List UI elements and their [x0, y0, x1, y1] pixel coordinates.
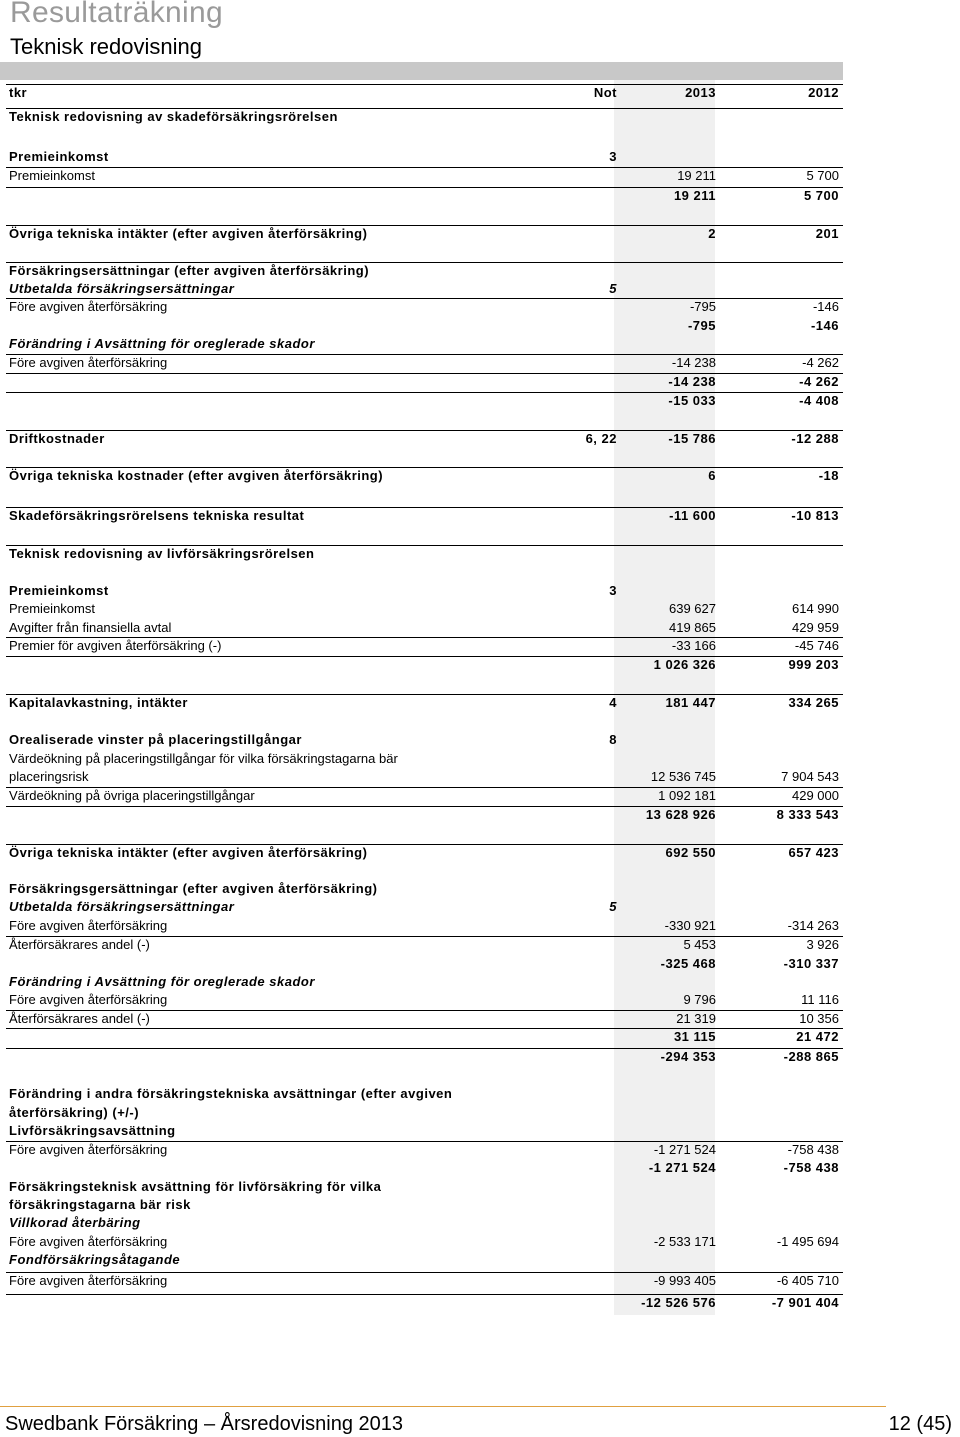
row-label: Återförsäkrares andel (-) — [9, 937, 150, 952]
row-label: Före avgiven återförsäkring — [9, 1234, 168, 1249]
row-value-2013: -15 786 — [668, 431, 716, 446]
row-value-2012: -314 263 — [787, 918, 839, 933]
row-label: Fondförsäkringsåtagande — [9, 1252, 181, 1267]
row-value-2013: -325 468 — [660, 956, 716, 971]
row-label: Återförsäkrares andel (-) — [9, 1011, 150, 1026]
table-row — [6, 298, 843, 314]
row-label: Värdeökning på placeringstillgångar för vilka försäkringstagarna bär — [9, 751, 398, 766]
row-value-2013: 181 447 — [665, 695, 716, 710]
table-row — [6, 187, 843, 203]
row-label: Avgifter från finansiella avtal — [9, 620, 172, 635]
row-value-2013: -12 526 576 — [641, 1295, 716, 1310]
row-label: Utbetalda försäkringsersättningar — [9, 899, 235, 914]
row-label: Kapitalavkastning, intäkter — [9, 695, 188, 710]
row-label: Teknisk redovisning av livförsäkringsrörelsen — [9, 546, 315, 561]
table-row — [6, 392, 843, 408]
row-value-2012: -4 262 — [799, 374, 839, 389]
row-value-2013: -11 600 — [669, 508, 716, 523]
header-2012: 2012 — [808, 85, 839, 100]
table-row — [6, 167, 843, 183]
row-value-2012: 21 472 — [796, 1029, 839, 1044]
header-not: Not — [593, 85, 617, 100]
row-value-2013: -795 — [687, 318, 716, 333]
table-row — [6, 1010, 843, 1026]
row-note: 4 — [609, 695, 617, 710]
table-header-row — [6, 84, 843, 100]
row-label: återförsäkring) (+/-) — [9, 1105, 140, 1120]
row-label: Försäkringsgersättningar (efter avgiven återförsäkring) — [9, 881, 378, 896]
row-label: Före avgiven återförsäkring — [9, 355, 168, 370]
row-value-2013: 21 319 — [676, 1011, 716, 1026]
row-value-2012: 999 203 — [788, 657, 839, 672]
table-row — [6, 1294, 843, 1310]
table-row — [6, 1048, 843, 1064]
table-row — [6, 225, 843, 241]
row-value-2012: -45 746 — [794, 638, 839, 653]
row-label: försäkringstagarna bär risk — [9, 1197, 191, 1212]
row-value-2013: -33 166 — [671, 638, 716, 653]
row-value-2012: -10 813 — [791, 508, 839, 523]
row-label: Före avgiven återförsäkring — [9, 1273, 168, 1288]
row-value-2013: 639 627 — [669, 601, 716, 616]
row-value-2012: -4 408 — [799, 393, 839, 408]
row-value-2012: -310 337 — [783, 956, 839, 971]
row-value-2013: -2 533 171 — [653, 1234, 716, 1249]
row-value-2013: 1 092 181 — [658, 788, 716, 803]
row-label: Orealiserade vinster på placeringstillgångar — [9, 732, 302, 747]
table-row — [6, 656, 843, 672]
row-value-2013: -15 033 — [668, 393, 716, 408]
row-value-2012: -18 — [818, 468, 839, 483]
table-row — [6, 467, 843, 483]
row-value-2013: -14 238 — [671, 355, 716, 370]
table-row — [6, 430, 843, 446]
row-value-2012: 11 116 — [801, 992, 839, 1007]
row-value-2012: -758 438 — [787, 1142, 839, 1157]
row-value-2013: -14 238 — [668, 374, 716, 389]
row-label: Före avgiven återförsäkring — [9, 992, 168, 1007]
row-label: Före avgiven återförsäkring — [9, 918, 168, 933]
row-value-2013: 5 453 — [683, 937, 716, 952]
table-row — [6, 507, 843, 523]
row-value-2012: 614 990 — [792, 601, 839, 616]
row-value-2013: 19 211 — [677, 168, 716, 183]
row-label: Premieinkomst — [9, 583, 109, 598]
row-value-2013: 1 026 326 — [653, 657, 716, 672]
table-row — [6, 844, 843, 860]
row-value-2012: 201 — [815, 226, 839, 241]
row-label: Värdeökning på övriga placeringstillgångar — [9, 788, 255, 803]
row-label: Före avgiven återförsäkring — [9, 1142, 168, 1157]
row-label: Teknisk redovisning av skadeförsäkringsrörelsen — [9, 109, 338, 124]
row-note: 5 — [609, 281, 617, 296]
page-subtitle: Teknisk redovisning — [10, 34, 202, 59]
row-value-2012: -288 865 — [783, 1049, 839, 1064]
row-label: placeringsrisk — [9, 769, 89, 784]
row-value-2013: 12 536 745 — [650, 769, 716, 784]
header-tkr: tkr — [9, 85, 28, 100]
row-note: 5 — [609, 899, 617, 914]
row-value-2012: -146 — [810, 318, 839, 333]
row-value-2013: 419 865 — [669, 620, 716, 635]
row-label: Förändring i andra försäkringstekniska avsättningar (efter avgiven — [9, 1086, 453, 1101]
row-value-2012: 429 000 — [792, 788, 839, 803]
row-value-2012: -758 438 — [783, 1160, 839, 1175]
row-label: Utbetalda försäkringsersättningar — [9, 281, 235, 296]
table-row — [6, 1028, 843, 1044]
row-note: 8 — [609, 732, 617, 747]
row-label: Driftkostnader — [9, 431, 105, 446]
row-value-2012: 8 333 543 — [776, 807, 839, 822]
row-value-2012: 7 904 543 — [781, 769, 839, 784]
table-row — [6, 694, 843, 710]
row-value-2013: -330 921 — [664, 918, 716, 933]
table-row — [6, 787, 843, 803]
row-value-2012: 3 926 — [806, 937, 839, 952]
table-row — [6, 354, 843, 370]
row-value-2012: -7 901 404 — [771, 1295, 839, 1310]
row-value-2013: 19 211 — [673, 188, 716, 203]
row-label: Övriga tekniska intäkter (efter avgiven återförsäkring) — [9, 845, 368, 860]
footer-company: Swedbank Försäkring – Årsredovisning 2013 — [5, 1413, 403, 1435]
row-value-2013: -795 — [689, 299, 716, 314]
row-value-2012: -12 288 — [791, 431, 839, 446]
row-label: Före avgiven återförsäkring — [9, 299, 168, 314]
row-label: Premieinkomst — [9, 601, 95, 616]
row-label: Försäkringsersättningar (efter avgiven återförsäkring) — [9, 263, 370, 278]
row-value-2012: 10 356 — [799, 1011, 839, 1026]
row-value-2013: -9 993 405 — [653, 1273, 716, 1288]
row-label: Premier för avgiven återförsäkring (-) — [9, 638, 222, 653]
row-value-2013: 692 550 — [665, 845, 716, 860]
row-value-2012: -1 495 694 — [776, 1234, 839, 1249]
row-value-2013: 31 115 — [673, 1029, 716, 1044]
table-row — [6, 637, 843, 653]
row-value-2012: 334 265 — [788, 695, 839, 710]
header-bar — [0, 62, 843, 80]
row-value-2012: -146 — [812, 299, 839, 314]
row-note: 3 — [609, 583, 617, 598]
row-value-2012: 657 423 — [788, 845, 839, 860]
row-value-2013: 13 628 926 — [645, 807, 716, 822]
row-label: Skadeförsäkringsrörelsens tekniska resultat — [9, 508, 305, 523]
row-value-2013: 2 — [708, 226, 716, 241]
row-value-2013: -1 271 524 — [648, 1160, 716, 1175]
row-label: Förändring i Avsättning för oreglerade skador — [9, 336, 315, 351]
footer-divider — [0, 1406, 886, 1407]
table-row — [6, 108, 843, 124]
table-row — [6, 262, 843, 278]
row-label: Övriga tekniska kostnader (efter avgiven återförsäkring) — [9, 468, 384, 483]
table-row — [6, 936, 843, 952]
row-label: Livförsäkringsavsättning — [9, 1123, 176, 1138]
row-label: Övriga tekniska intäkter (efter avgiven återförsäkring) — [9, 226, 368, 241]
row-value-2012: 429 959 — [792, 620, 839, 635]
row-value-2012: 5 700 — [806, 168, 839, 183]
row-label: Försäkringsteknisk avsättning för livförsäkring för vilka — [9, 1179, 382, 1194]
table-row — [6, 1272, 843, 1288]
row-note: 6, 22 — [585, 431, 617, 446]
row-note: 3 — [609, 149, 617, 164]
table-row — [6, 545, 843, 561]
row-value-2012: 5 700 — [803, 188, 839, 203]
table-row — [6, 1141, 843, 1157]
row-value-2013: -294 353 — [660, 1049, 716, 1064]
page-title: Resultaträkning — [10, 0, 223, 29]
row-label: Premieinkomst — [9, 168, 95, 183]
table-row — [6, 806, 843, 822]
row-value-2013: 9 796 — [683, 992, 716, 1007]
row-label: Premieinkomst — [9, 149, 109, 164]
row-value-2012: -6 405 710 — [776, 1273, 839, 1288]
table-row — [6, 373, 843, 389]
row-value-2013: 6 — [708, 468, 716, 483]
row-label: Förändring i Avsättning för oreglerade skador — [9, 974, 315, 989]
row-value-2012: -4 262 — [802, 355, 839, 370]
row-label: Villkorad återbäring — [9, 1215, 141, 1230]
row-value-2013: -1 271 524 — [653, 1142, 716, 1157]
footer-page-number: 12 (45) — [888, 1413, 952, 1435]
header-2013: 2013 — [685, 85, 716, 100]
